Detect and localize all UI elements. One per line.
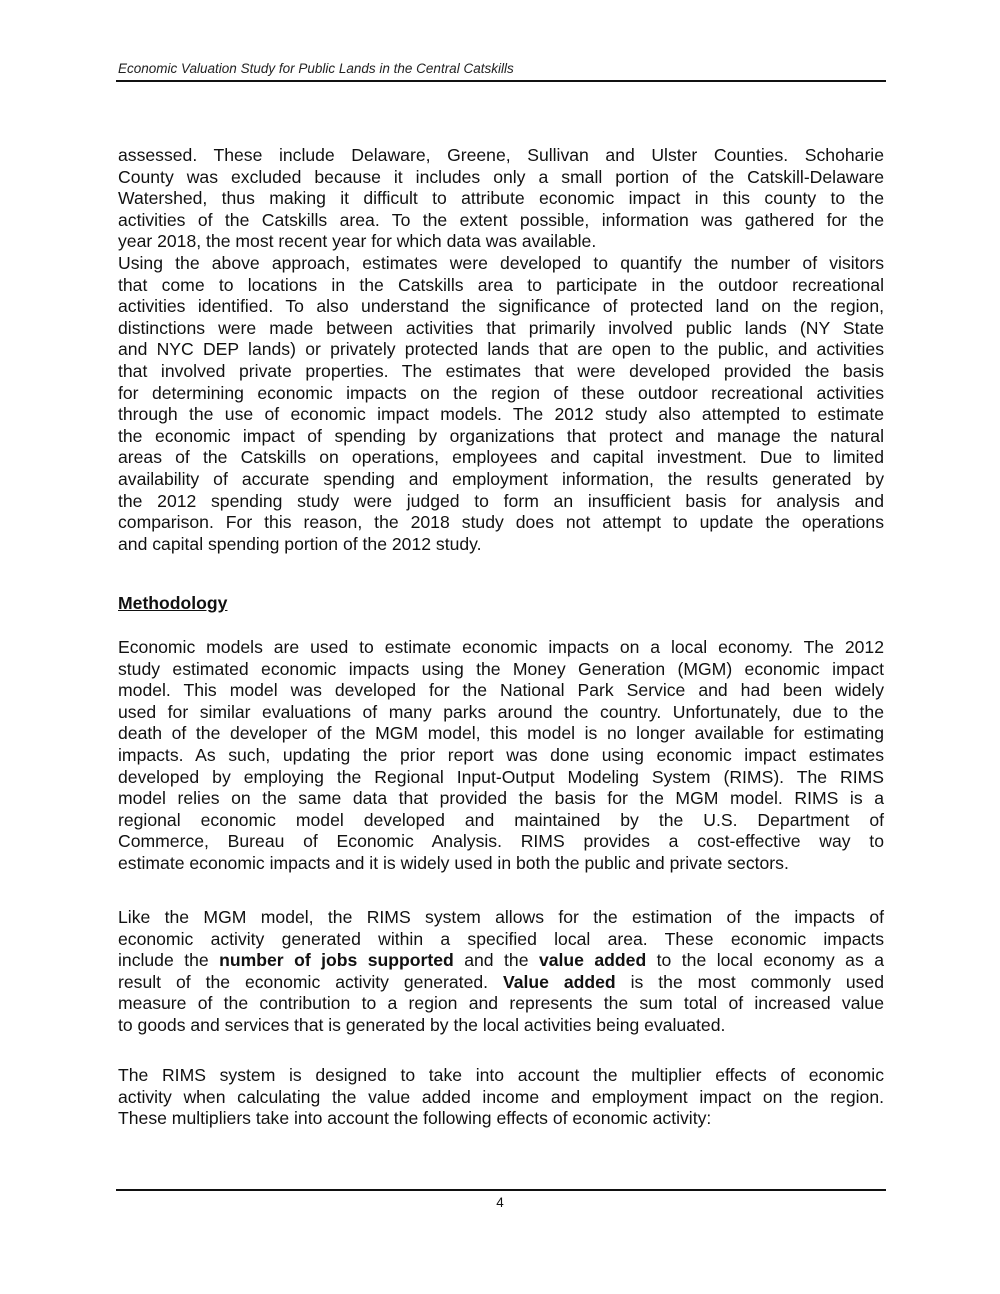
text-line: year 2018, the most recent year for which data was available. bbox=[118, 231, 597, 252]
text-line: the 2012 spending study were judged to form an insufficient basis for analysis and bbox=[118, 490, 884, 511]
text-line bbox=[118, 972, 884, 994]
text-line: regional economic model developed and maintained by the U.S. Department of bbox=[118, 809, 884, 830]
text-line: study estimated economic impacts using the Money Generation (MGM) economic impact bbox=[118, 658, 884, 679]
text-line: availability of accurate spending and employment information, the results generated by bbox=[118, 468, 884, 489]
bold-term: value added bbox=[538, 950, 647, 971]
text-line: assessed. These include Delaware, Greene, Sullivan and Ulster Counties. Schoharie bbox=[118, 145, 884, 165]
text-line: These multipliers take into account the following effects of economic activity: bbox=[118, 1108, 712, 1129]
text-line: activities identified. To also understand the significance of protected land on the region, bbox=[118, 296, 884, 317]
text-line: model. This model was developed for the National Park Service and had been widely bbox=[118, 680, 884, 701]
text-line: activities of the Catskills area. To the extent possible, information was gathered for the bbox=[118, 209, 884, 230]
text-span: is the most commonly used bbox=[615, 971, 884, 992]
text-line: activity when calculating the value added income and employment impact on the region. bbox=[118, 1086, 884, 1107]
text-line: measure of the contribution to a region and represents the sum total of increased value bbox=[118, 993, 884, 1014]
text-line: The RIMS system is designed to take into account the multiplier effects of economic bbox=[118, 1065, 884, 1085]
text-line: the economic impact of spending by organizations that protect and manage the natural bbox=[118, 425, 884, 446]
text-line: impacts. As such, updating the prior report was done using economic impact estimates bbox=[118, 744, 884, 765]
text-line: Using the above approach, estimates were developed to quantify the number of visitors bbox=[118, 253, 884, 273]
text-line: model relies on the same data that provided the basis for the MGM model. RIMS is a bbox=[118, 788, 884, 809]
text-line: Economic models are used to estimate economic impacts on a local economy. The 2012 bbox=[118, 637, 884, 657]
text-span: include the bbox=[118, 950, 220, 971]
footer-rule bbox=[116, 1189, 886, 1191]
text-line: economic activity generated within a specified local area. These economic impacts bbox=[118, 928, 884, 949]
paragraph bbox=[118, 1065, 884, 1130]
text-span: result of the economic activity generated. bbox=[118, 971, 503, 992]
text-line: death of the developer of the MGM model, this model is no longer available for estimating bbox=[118, 723, 884, 744]
text-line: and NYC DEP lands) or privately protected lands that are open to the public, and activities bbox=[118, 339, 884, 360]
text-line: developed by employing the Regional Input-Output Modeling System (RIMS). The RIMS bbox=[118, 766, 884, 787]
text-line: to goods and services that is generated by the local activities being evaluated. bbox=[118, 1014, 726, 1035]
bold-term: Value added bbox=[502, 971, 616, 992]
paragraph bbox=[118, 145, 884, 253]
paragraph bbox=[118, 253, 884, 555]
text-line: distinctions were made between activities that primarily involved public lands (NY State bbox=[118, 317, 884, 338]
running-header: Economic Valuation Study for Public Lands in the Central Catskills bbox=[118, 61, 514, 76]
text-line: Watershed, thus making it difficult to attribute economic impact in this county to the bbox=[118, 188, 884, 209]
text-span: to the local economy as a bbox=[646, 950, 884, 971]
text-line bbox=[118, 950, 884, 972]
paragraph bbox=[118, 907, 884, 1037]
text-line: areas of the Catskills on operations, employees and capital investment. Due to limited bbox=[118, 447, 884, 468]
text-line: for determining economic impacts on the region of these outdoor recreational activities bbox=[118, 382, 884, 403]
header-rule bbox=[116, 80, 886, 82]
paragraph bbox=[118, 637, 884, 875]
text-span: and the bbox=[453, 950, 539, 971]
text-line: and capital spending portion of the 2012 study. bbox=[118, 533, 482, 554]
bold-term: number of jobs supported bbox=[219, 950, 454, 971]
text-line: comparison. For this reason, the 2018 study does not attempt to update the operations bbox=[118, 512, 884, 533]
text-line: used for similar evaluations of many parks around the country. Unfortunately, due to the bbox=[118, 701, 884, 722]
text-line: estimate economic impacts and it is widely used in both the public and private sectors. bbox=[118, 852, 789, 873]
text-line: that come to locations in the Catskills area to participate in the outdoor recreational bbox=[118, 274, 884, 295]
text-line: Like the MGM model, the RIMS system allows for the estimation of the impacts of bbox=[118, 907, 884, 927]
text-line: County was excluded because it includes only a small portion of the Catskill-Delaware bbox=[118, 166, 884, 187]
text-line: through the use of economic impact models. The 2012 study also attempted to estimate bbox=[118, 404, 884, 425]
section-heading: Methodology bbox=[118, 593, 228, 613]
text-line: Commerce, Bureau of Economic Analysis. RIMS provides a cost-effective way to bbox=[118, 831, 884, 852]
page-number: 4 bbox=[496, 1195, 504, 1210]
text-line: that involved private properties. The estimates that were developed provided the basis bbox=[118, 360, 884, 381]
